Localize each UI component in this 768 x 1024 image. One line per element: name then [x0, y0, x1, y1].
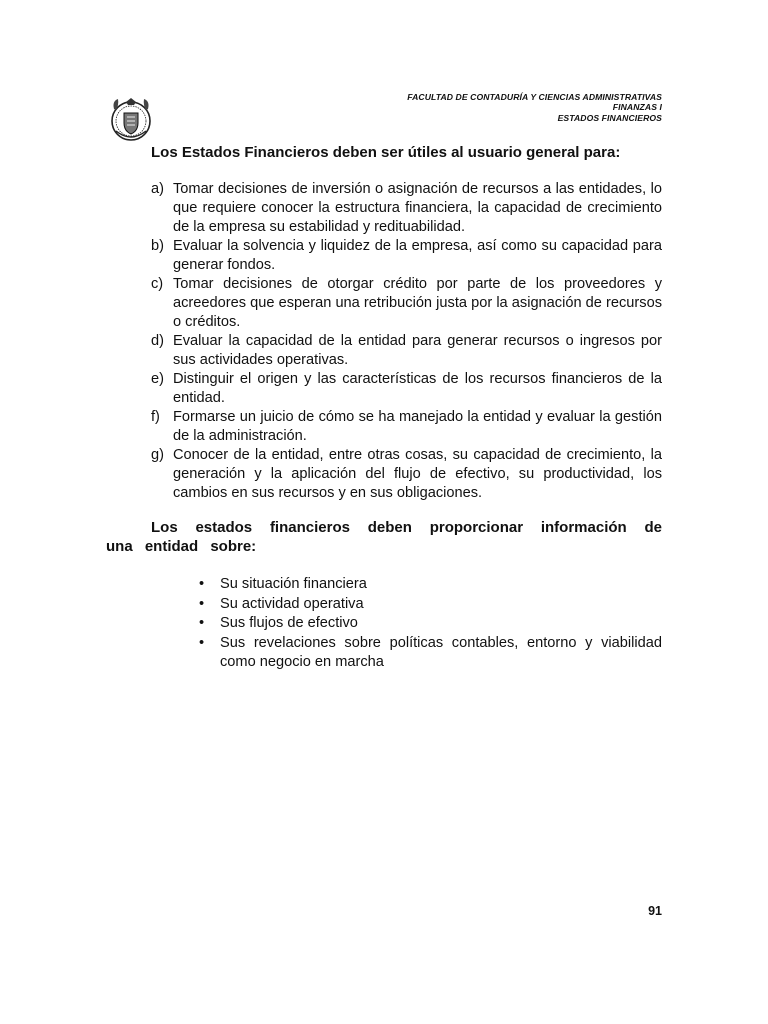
list-item-text: Formarse un juicio de cómo se ha manejado la entidad y evaluar la gestión de la administración. [173, 409, 662, 444]
list-item [199, 634, 662, 673]
list-item [151, 370, 662, 408]
list-item-text: Sus revelaciones sobre políticas contables, entorno y viabilidad como negocio en marcha [220, 634, 662, 670]
bullet-icon: • [199, 595, 205, 612]
list-item [199, 614, 662, 634]
bullet-icon: • [199, 634, 205, 651]
list-marker: d) [151, 333, 164, 349]
list-marker: a) [151, 181, 164, 197]
section-heading-uses: Los Estados Financieros deben ser útiles al usuario general para: [151, 144, 621, 161]
list-item [151, 446, 662, 503]
list-item [151, 275, 662, 332]
list-item-text: Tomar decisiones de inversión o asignación de recursos a las entidades, lo que requiere conocer la estructura financiera, la capacidad de crecimiento de la empresa su estabilidad y redituabilidad. [173, 181, 662, 235]
list-item-text: Tomar decisiones de otorgar crédito por parte de los proveedores y acreedores que esperan una retribución justa por la asignación de recursos o créditos. [173, 276, 662, 330]
list-marker: e) [151, 371, 164, 387]
list-item [151, 332, 662, 370]
list-item [151, 180, 662, 237]
university-seal-logo [106, 95, 156, 143]
list-marker: f) [151, 409, 160, 425]
list-marker: c) [151, 276, 164, 292]
list-item-text: Conocer de la entidad, entre otras cosas, su capacidad de crecimiento, la generación y la aplicación del flujo de efectivo, su productividad, los cambios en sus recursos y en sus obligaciones. [173, 447, 662, 501]
list-marker: b) [151, 238, 164, 254]
header-course: FINANZAS I [612, 102, 662, 113]
section-heading-information: Los estados financieros deben proporcionar información de una entidad sobre: [106, 519, 662, 555]
list-item [151, 237, 662, 275]
header-topic: ESTADOS FINANCIEROS [557, 112, 662, 123]
list-item [199, 575, 662, 595]
list-item [199, 595, 662, 615]
information-list [199, 575, 662, 673]
list-item-text: Sus flujos de efectivo [220, 615, 358, 631]
document-header [242, 92, 662, 123]
list-item-text: Evaluar la capacidad de la entidad para generar recursos o ingresos por sus actividades operativas. [173, 333, 662, 368]
page-number: 91 [648, 904, 662, 918]
bullet-icon: • [199, 615, 205, 631]
uses-list [151, 180, 662, 503]
list-item [151, 408, 662, 446]
list-item-text: Evaluar la solvencia y liquidez de la empresa, así como su capacidad para generar fondos. [173, 238, 662, 273]
list-item-text: Su situación financiera [220, 576, 367, 592]
list-marker: g) [151, 447, 164, 463]
list-item-text: Su actividad operativa [220, 595, 364, 612]
header-faculty: FACULTAD DE CONTADURÍA Y CIENCIAS ADMINISTRATIVAS [407, 92, 662, 102]
list-item-text: Distinguir el origen y las características de los recursos financieros de la entidad. [173, 371, 662, 406]
bullet-icon: • [199, 576, 205, 592]
